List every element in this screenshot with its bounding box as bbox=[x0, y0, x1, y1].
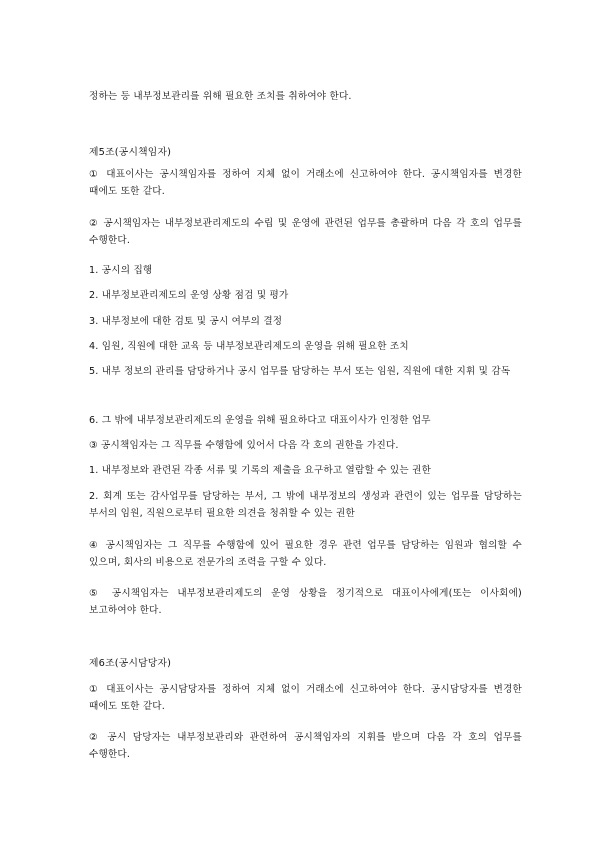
article-5-item-5: 5. 내부 정보의 관리를 담당하거나 공시 업무를 담당하는 부서 또는 임원, 직원에 대한 지휘 및 감독 bbox=[89, 366, 511, 377]
article-5-clause-2: ② 공시책임자는 내부정보관리제도의 수립 및 운영에 관련된 업무를 총괄하며 다음 각 호의 업무를 수행한다. bbox=[89, 218, 522, 246]
article-5-clause-4: ④ 공시책임자는 그 직무를 수행함에 있어 필요한 경우 관련 업무를 담당하는 임원과 협의할 수 있으며, 회사의 비용으로 전문가의 조력을 구할 수 있다. bbox=[89, 540, 522, 568]
article-5-item-6: 6. 그 밖에 내부정보관리제도의 운영을 위해 필요하다고 대표이사가 인정한 업무 bbox=[89, 415, 431, 426]
intro-paragraph: 정하는 등 내부정보관리를 위해 필요한 조치를 취하여야 한다. bbox=[89, 91, 352, 102]
article-5-clause-1: ① 대표이사는 공시책임자를 정하여 지체 없이 거래소에 신고하여야 한다. 공시책임자를 변경한 때에도 또한 같다. bbox=[89, 169, 522, 197]
article-5-item-1: 1. 공시의 집행 bbox=[89, 265, 153, 276]
article-6-title: 제6조(공시담당자) bbox=[89, 658, 172, 669]
article-5-right-1: 1. 내부정보와 관련된 각종 서류 및 기록의 제출을 요구하고 열람할 수 있는 권한 bbox=[89, 465, 432, 476]
article-5-item-2: 2. 내부정보관리제도의 운영 상황 점검 및 평가 bbox=[89, 290, 289, 301]
article-5-clause-5: ⑤ 공시책임자는 내부정보관리제도의 운영 상황을 정기적으로 대표이사에게(또는 이사회에) 보고하여야 한다. bbox=[89, 588, 522, 616]
article-6-clause-1: ① 대표이사는 공시담당자를 정하여 지체 없이 거래소에 신고하여야 한다. 공시담당자를 변경한 때에도 또한 같다. bbox=[89, 684, 522, 712]
article-5-item-4: 4. 임원, 직원에 대한 교육 등 내부정보관리제도의 운영을 위해 필요한 조치 bbox=[89, 341, 409, 352]
article-5-item-3: 3. 내부정보에 대한 검토 및 공시 여부의 결정 bbox=[89, 316, 283, 327]
article-5-right-2: 2. 회계 또는 감사업무를 담당하는 부서, 그 밖에 내부정보의 생성과 관련이 있는 업무를 담당하는 부서의 임원, 직원으로부터 필요한 의견을 청취할 수 있는 권한 bbox=[89, 491, 522, 519]
article-5-title: 제5조(공시책임자) bbox=[89, 147, 172, 158]
article-5-clause-3: ③ 공시책임자는 그 직무를 수행함에 있어서 다음 각 호의 권한을 가진다. bbox=[89, 440, 399, 451]
article-6-clause-2: ② 공시 담당자는 내부정보관리와 관련하여 공시책임자의 지휘를 받으며 다음 각 호의 업무를 수행한다. bbox=[89, 732, 522, 760]
